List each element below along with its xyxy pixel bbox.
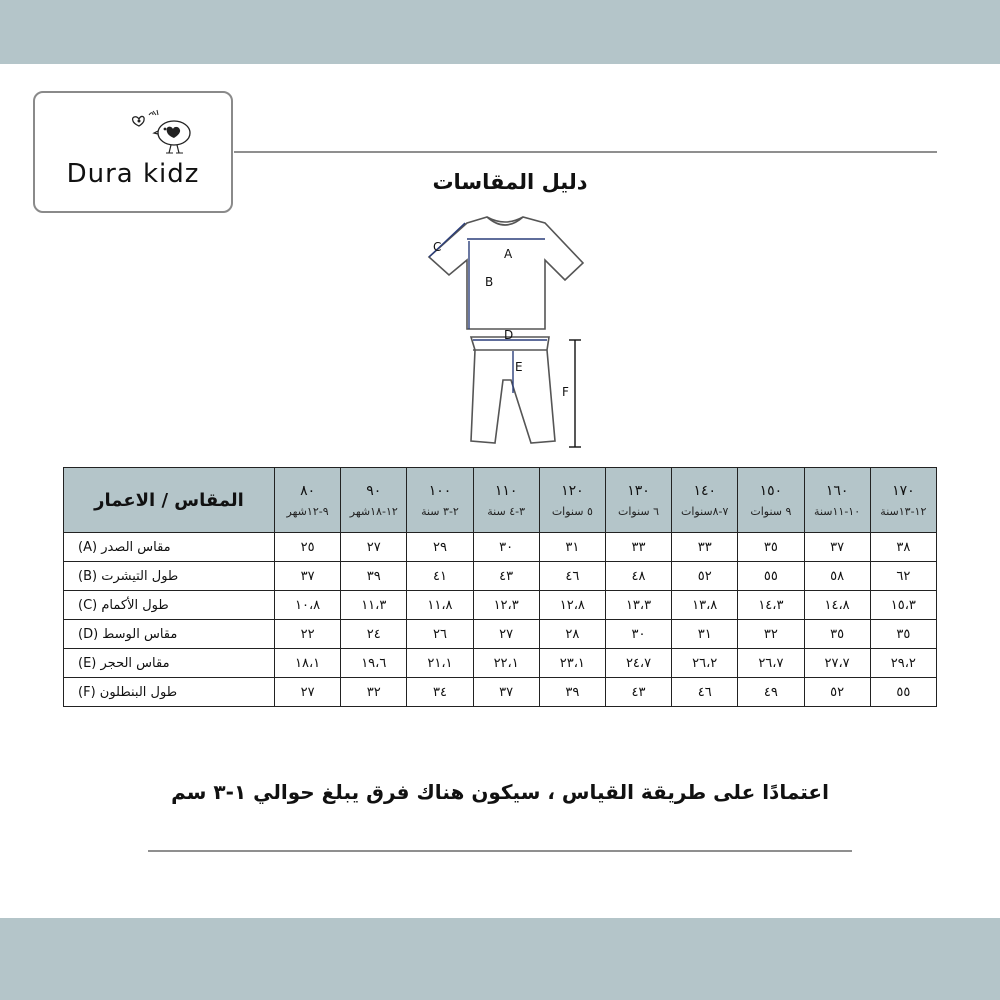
table-cell: ٣٠ <box>605 620 671 649</box>
table-cell: ٣٠ <box>473 533 539 562</box>
brand-logo <box>33 91 233 213</box>
table-cell: ١٢،٨ <box>539 591 605 620</box>
table-corner-header: المقاس / الاعمار <box>64 468 275 533</box>
table-cell: ٢٦،٢ <box>672 649 738 678</box>
table-cell: ٣٣ <box>672 533 738 562</box>
row-label: طول التيشرت (B) <box>64 562 275 591</box>
table-cell: ١٩،٦ <box>341 649 407 678</box>
table-cell: ٣٢ <box>341 678 407 707</box>
table-row <box>64 649 937 678</box>
column-header: ١١٠ ٣-٤ سنة <box>473 468 539 533</box>
table-cell: ٣٧ <box>473 678 539 707</box>
table-cell: ٤١ <box>407 562 473 591</box>
table-cell: ٥٢ <box>672 562 738 591</box>
table-cell: ٣١ <box>539 533 605 562</box>
row-label: طول الأكمام (C) <box>64 591 275 620</box>
table-cell: ٢٦ <box>407 620 473 649</box>
row-label: مقاس الوسط (D) <box>64 620 275 649</box>
table-cell: ٢٧،٧ <box>804 649 870 678</box>
table-cell: ١٠،٨ <box>275 591 341 620</box>
table-cell: ٢٣،١ <box>539 649 605 678</box>
table-cell: ٢٢ <box>275 620 341 649</box>
table-cell: ٥٥ <box>870 678 936 707</box>
table-cell: ١٢،٣ <box>473 591 539 620</box>
table-cell: ٢٩،٢ <box>870 649 936 678</box>
row-label: مقاس الحجر (E) <box>64 649 275 678</box>
table-row <box>64 562 937 591</box>
column-header: ١٠٠ ٢-٣ سنة <box>407 468 473 533</box>
table-cell: ٣٧ <box>275 562 341 591</box>
table-cell: ٤٣ <box>473 562 539 591</box>
table-cell: ٣٥ <box>738 533 804 562</box>
diagram-label-b: B <box>485 275 494 289</box>
table-cell: ٥٢ <box>804 678 870 707</box>
table-cell: ٤٩ <box>738 678 804 707</box>
table-cell: ٣٢ <box>738 620 804 649</box>
row-label: طول البنطلون (F) <box>64 678 275 707</box>
table-cell: ١٨،١ <box>275 649 341 678</box>
table-cell: ٢٩ <box>407 533 473 562</box>
table-cell: ٤٣ <box>605 678 671 707</box>
column-header: ١٦٠ ١٠-١١سنة <box>804 468 870 533</box>
table-cell: ٣٧ <box>804 533 870 562</box>
table-cell: ٢٤،٧ <box>605 649 671 678</box>
table-cell: ٣٥ <box>804 620 870 649</box>
size-guide-title: دليل المقاسات <box>432 170 588 194</box>
table-cell: ١٤،٣ <box>738 591 804 620</box>
table-cell: ٢٦،٧ <box>738 649 804 678</box>
table-cell: ٣٥ <box>870 620 936 649</box>
table-cell: ٣٩ <box>539 678 605 707</box>
column-header: ١٥٠ ٩ سنوات <box>738 468 804 533</box>
table-cell: ١٣،٣ <box>605 591 671 620</box>
table-cell: ٢٢،١ <box>473 649 539 678</box>
table-cell: ٣٣ <box>605 533 671 562</box>
brand-name: Dura kidz <box>66 159 200 189</box>
table-cell: ٤٦ <box>672 678 738 707</box>
table-cell: ٢١،١ <box>407 649 473 678</box>
table-cell: ١١،٨ <box>407 591 473 620</box>
diagram-label-a: A <box>504 247 513 261</box>
size-chart-table <box>63 467 937 707</box>
table-cell: ٣٩ <box>341 562 407 591</box>
table-cell: ٥٨ <box>804 562 870 591</box>
tshirt-diagram-icon <box>429 217 583 329</box>
table-cell: ٥٥ <box>738 562 804 591</box>
column-header: ١٤٠ ٧-٨سنوات <box>672 468 738 533</box>
table-row <box>64 591 937 620</box>
table-row <box>64 620 937 649</box>
table-cell: ١٥،٣ <box>870 591 936 620</box>
column-header: ١٢٠ ٥ سنوات <box>539 468 605 533</box>
column-header: ٨٠ ٩-١٢شهر <box>275 468 341 533</box>
table-cell: ٣٨ <box>870 533 936 562</box>
header-divider <box>234 151 937 153</box>
column-header: ١٣٠ ٦ سنوات <box>605 468 671 533</box>
top-band <box>0 0 1000 64</box>
table-row <box>64 678 937 707</box>
table-cell: ٢٨ <box>539 620 605 649</box>
diagram-label-c: C <box>433 240 442 254</box>
table-cell: ٤٨ <box>605 562 671 591</box>
table-cell: ١٤،٨ <box>804 591 870 620</box>
table-cell: ٢٧ <box>275 678 341 707</box>
bottom-band <box>0 918 1000 1000</box>
table-row <box>64 533 937 562</box>
diagram-label-e: E <box>515 360 523 374</box>
bird-logo-icon <box>127 107 197 155</box>
measurement-note: اعتمادًا على طريقة القياس ، سيكون هناك فرق يبلغ حوالي ١-٣ سم <box>171 780 829 804</box>
table-cell: ٦٢ <box>870 562 936 591</box>
diagram-label-d: D <box>504 328 514 342</box>
column-header: ١٧٠ ١٢-١٣سنة <box>870 468 936 533</box>
table-header-row <box>64 468 937 533</box>
diagram-label-f: F <box>562 385 569 399</box>
table-cell: ٢٥ <box>275 533 341 562</box>
table-cell: ٢٧ <box>341 533 407 562</box>
table-cell: ٣٤ <box>407 678 473 707</box>
table-cell: ٢٤ <box>341 620 407 649</box>
column-header: ٩٠ ١٢-١٨شهر <box>341 468 407 533</box>
table-cell: ٤٦ <box>539 562 605 591</box>
table-cell: ٢٧ <box>473 620 539 649</box>
row-label: مقاس الصدر (A) <box>64 533 275 562</box>
table-cell: ٣١ <box>672 620 738 649</box>
measurement-diagram <box>405 205 605 460</box>
footer-divider <box>148 850 852 852</box>
table-cell: ١٣،٨ <box>672 591 738 620</box>
table-cell: ١١،٣ <box>341 591 407 620</box>
